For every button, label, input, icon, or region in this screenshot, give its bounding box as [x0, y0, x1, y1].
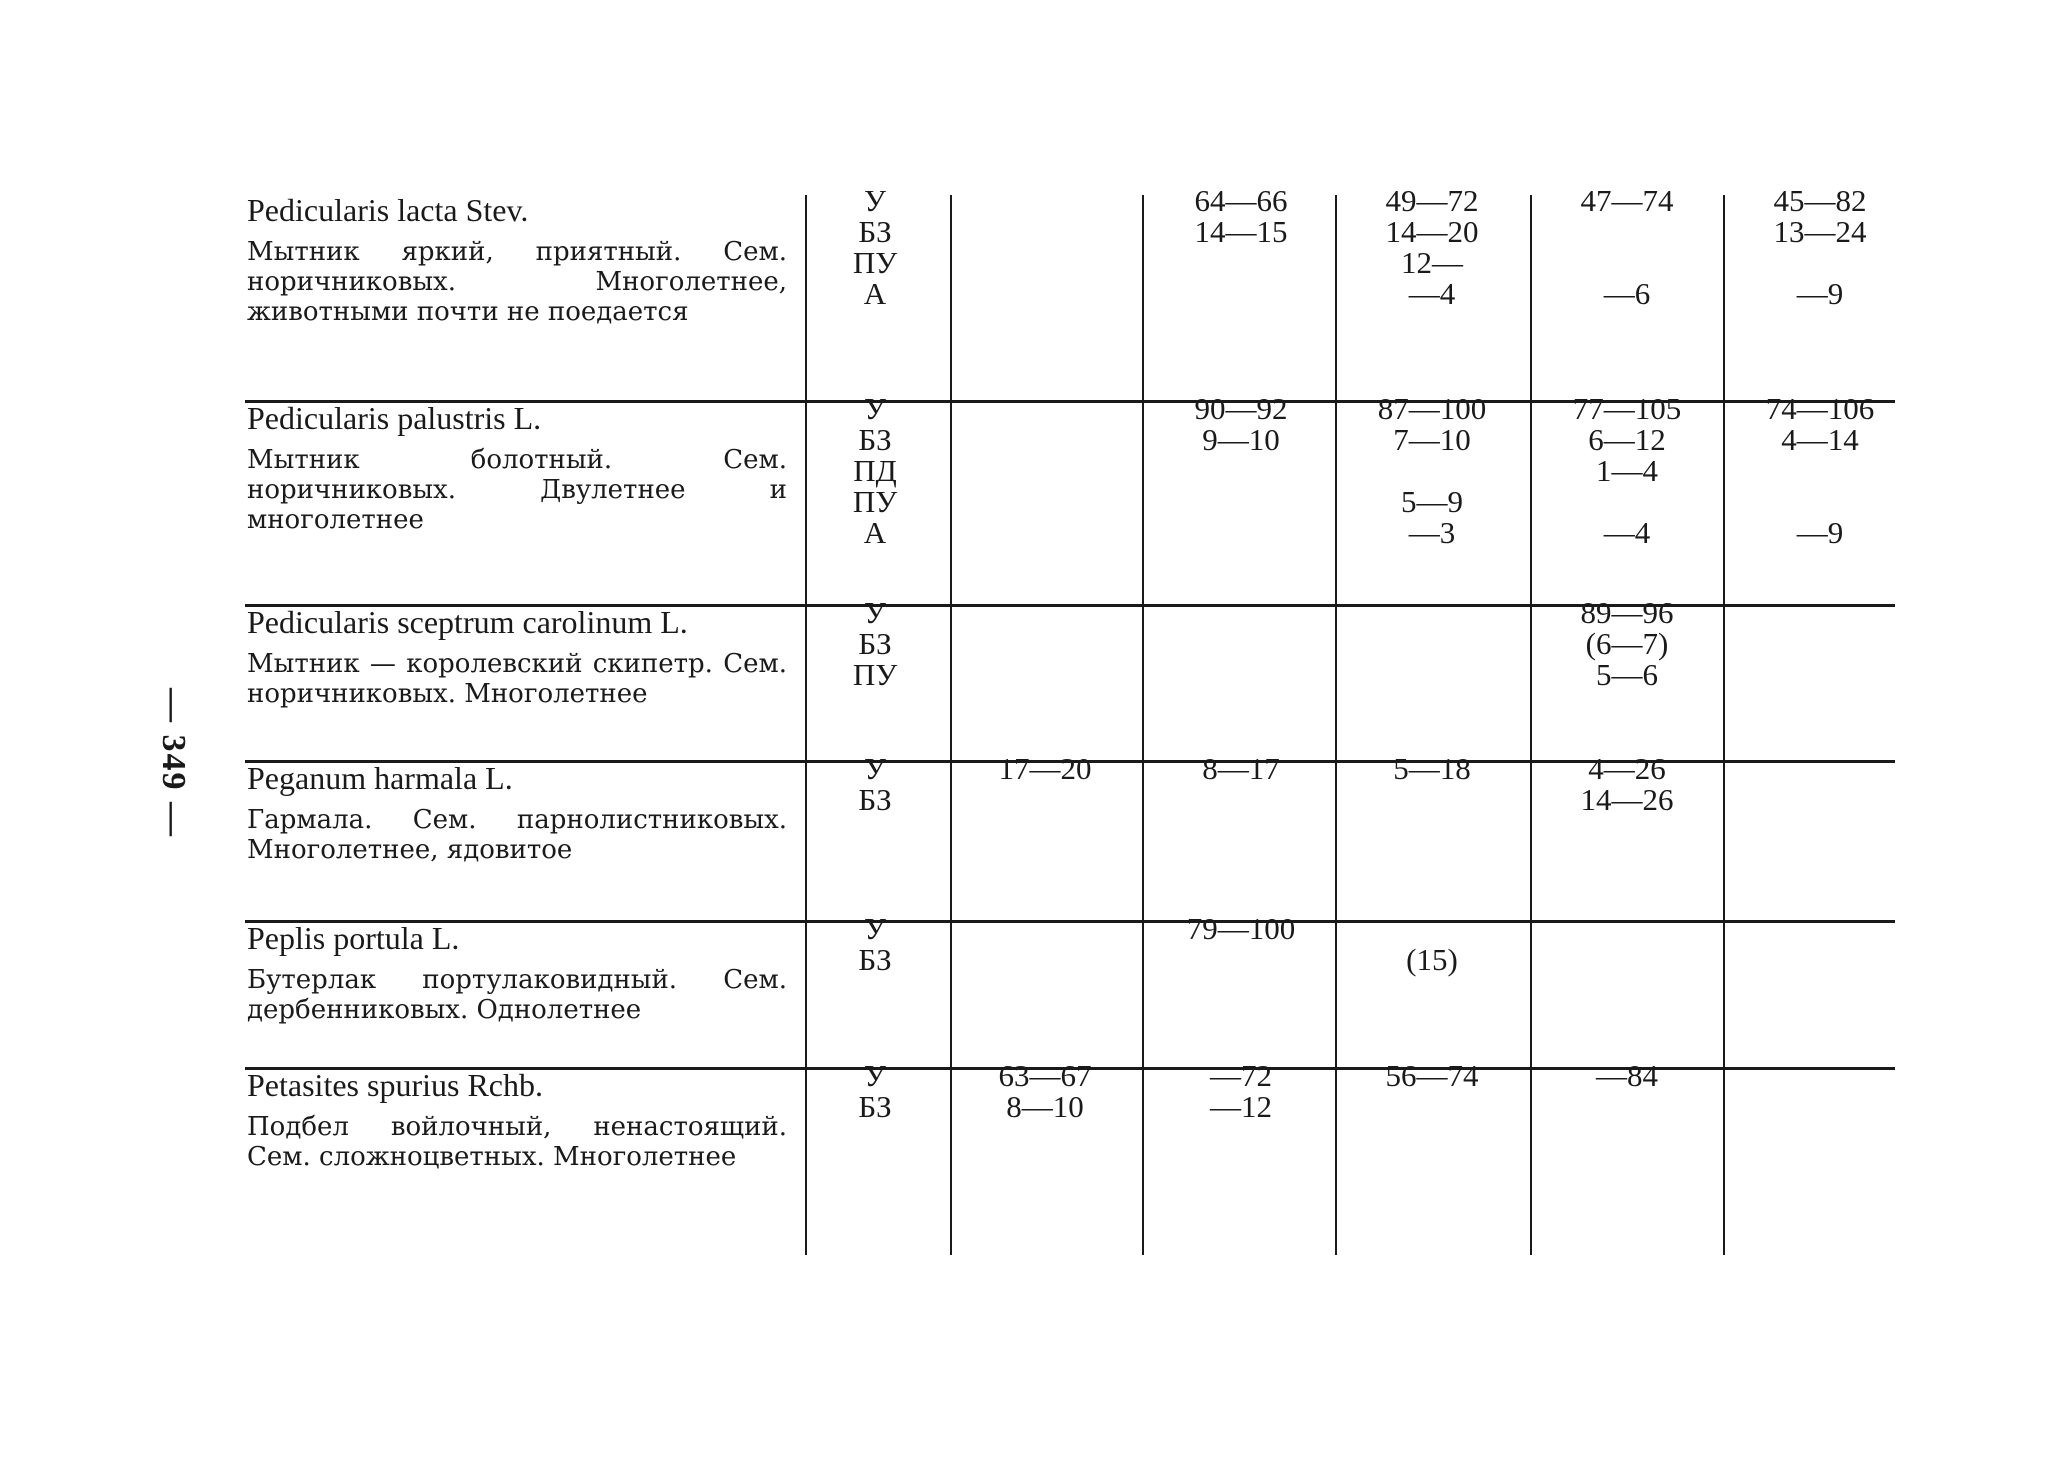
column-divider [1142, 403, 1144, 604]
latin-name: Peplis portula L. [247, 920, 460, 956]
latin-name: Pedicularis lacta Stev. [247, 192, 529, 228]
value-cell [1151, 393, 1331, 455]
code-line: У [864, 751, 886, 786]
code-cell [815, 753, 935, 815]
value-line: 89—96 [1580, 595, 1674, 630]
value-line: 14—15 [1194, 214, 1288, 249]
value-line [1342, 913, 1522, 944]
page-number: — 349 — [155, 688, 192, 838]
species-name-cell [247, 719, 787, 865]
code-line: ПУ [852, 657, 898, 692]
column-divider [1723, 763, 1725, 920]
column-divider [950, 1070, 952, 1255]
value-line: —3 [1408, 515, 1456, 550]
value-line: 90—92 [1194, 391, 1288, 426]
code-cell [815, 597, 935, 690]
value-cell [1537, 1060, 1717, 1091]
value-line [1730, 247, 1910, 278]
column-divider [805, 763, 807, 920]
code-cell [815, 185, 935, 309]
column-divider [1335, 763, 1337, 920]
value-line: 1—4 [1596, 453, 1658, 488]
value-cell [1342, 913, 1522, 975]
column-divider [1723, 607, 1725, 760]
latin-name: Petasites spurius Rchb. [247, 1067, 543, 1103]
column-divider [1530, 403, 1532, 604]
column-divider [1723, 923, 1725, 1067]
code-line: БЗ [858, 626, 892, 661]
column-divider [950, 763, 952, 920]
species-description: Мытник — королевский скипетр. Сем. норичниковых. Многолетнее [247, 649, 787, 709]
latin-name: Peganum harmala L. [247, 760, 513, 796]
value-line [1730, 455, 1910, 486]
species-name-cell [247, 151, 787, 327]
value-cell [1151, 753, 1331, 784]
value-line: (15) [1406, 942, 1458, 977]
column-divider [1530, 607, 1532, 760]
species-description: Подбел войлочный, ненастоящий. Сем. сложноцветных. Многолетнее [247, 1112, 787, 1172]
value-line: 4—26 [1588, 751, 1666, 786]
column-divider [805, 1070, 807, 1255]
column-divider [1142, 763, 1144, 920]
column-divider [1530, 195, 1532, 400]
value-cell [1151, 1060, 1331, 1122]
code-line: У [864, 391, 886, 426]
column-divider [1723, 195, 1725, 400]
value-cell [1730, 185, 1910, 309]
value-line: —6 [1603, 276, 1651, 311]
code-line: БЗ [858, 1089, 892, 1124]
code-line: ПД [853, 453, 897, 488]
species-description: Бутерлак портулаковидный. Сем. дербенниковых. Однолетнее [247, 965, 787, 1025]
value-cell [1342, 753, 1522, 784]
column-divider [805, 403, 807, 604]
column-divider [1335, 923, 1337, 1067]
table-row [245, 1058, 1895, 1255]
value-line: 8—17 [1202, 751, 1280, 786]
column-divider [1723, 403, 1725, 604]
column-divider [950, 923, 952, 1067]
value-line: 47—74 [1580, 183, 1674, 218]
species-description: Мытник болотный. Сем. норичниковых. Двулетнее и многолетнее [247, 445, 787, 535]
value-line: 5—9 [1401, 484, 1463, 519]
value-line: 9—10 [1202, 422, 1280, 457]
column-divider [805, 607, 807, 760]
value-line: 64—66 [1194, 183, 1288, 218]
value-line: —4 [1408, 276, 1456, 311]
value-line: 12— [1401, 245, 1463, 280]
code-line: У [864, 595, 886, 630]
column-divider [1723, 1070, 1725, 1255]
value-line: 74—106 [1765, 391, 1875, 426]
value-cell [1537, 393, 1717, 548]
value-line [1730, 486, 1910, 517]
value-line: 14—20 [1385, 214, 1479, 249]
value-line: 79—100 [1186, 911, 1296, 946]
value-cell [1342, 393, 1522, 548]
code-line: БЗ [858, 942, 892, 977]
code-line: У [864, 183, 886, 218]
code-line: БЗ [858, 214, 892, 249]
column-divider [1142, 607, 1144, 760]
latin-name: Pedicularis palustris L. [247, 400, 542, 436]
value-line: 77—105 [1572, 391, 1682, 426]
latin-name: Pedicularis sceptrum carolinum L. [247, 604, 688, 640]
value-cell [1537, 753, 1717, 815]
code-line: ПУ [852, 245, 898, 280]
species-name-cell [247, 879, 787, 1025]
value-cell [955, 753, 1135, 784]
column-divider [1530, 923, 1532, 1067]
value-cell [1151, 913, 1331, 944]
code-line: У [864, 1058, 886, 1093]
value-line: 4—14 [1781, 422, 1859, 457]
column-divider [950, 403, 952, 604]
column-divider [950, 607, 952, 760]
code-line: ПУ [852, 484, 898, 519]
value-line: (6—7) [1585, 626, 1669, 661]
column-divider [1335, 403, 1337, 604]
column-divider [950, 195, 952, 400]
column-divider [1335, 195, 1337, 400]
value-cell [1342, 1060, 1522, 1091]
species-description: Гармала. Сем. парнолистниковых. Многолетнее, ядовитое [247, 805, 787, 865]
value-line: 17—20 [998, 751, 1092, 786]
code-line: А [863, 276, 887, 311]
column-divider [1530, 1070, 1532, 1255]
value-line: 5—18 [1393, 751, 1471, 786]
value-line: —12 [1210, 1089, 1272, 1124]
value-line: —9 [1796, 515, 1844, 550]
value-cell [1537, 597, 1717, 690]
species-name-cell [247, 1026, 787, 1172]
value-line: —4 [1603, 515, 1651, 550]
code-line: БЗ [858, 782, 892, 817]
value-line [1537, 486, 1717, 517]
species-name-cell [247, 563, 787, 709]
value-line: 6—12 [1588, 422, 1666, 457]
value-line [1537, 216, 1717, 247]
code-cell [815, 393, 935, 548]
value-cell [1342, 185, 1522, 309]
column-divider [805, 923, 807, 1067]
code-cell [815, 1060, 935, 1122]
code-line: БЗ [858, 422, 892, 457]
species-description: Мытник яркий, приятный. Сем. норичниковых. Многолетнее, животными почти не поедается [247, 237, 787, 327]
column-divider [1142, 195, 1144, 400]
value-line [1537, 247, 1717, 278]
column-divider [1530, 763, 1532, 920]
column-divider [805, 195, 807, 400]
value-line: 13—24 [1773, 214, 1867, 249]
value-line: —84 [1596, 1058, 1658, 1093]
value-cell [1730, 393, 1910, 548]
value-line: 49—72 [1385, 183, 1479, 218]
code-line: А [863, 515, 887, 550]
code-cell [815, 913, 935, 975]
value-cell [1151, 185, 1331, 247]
value-cell [955, 1060, 1135, 1122]
value-line: 14—26 [1580, 782, 1674, 817]
value-line: —9 [1796, 276, 1844, 311]
column-divider [1142, 923, 1144, 1067]
value-line: 7—10 [1393, 422, 1471, 457]
column-divider [1335, 607, 1337, 760]
value-cell [1537, 185, 1717, 309]
value-line: 63—67 [998, 1058, 1092, 1093]
value-line: 5—6 [1596, 657, 1658, 692]
value-line: 56—74 [1385, 1058, 1479, 1093]
value-line: 45—82 [1773, 183, 1867, 218]
value-line [1342, 455, 1522, 486]
column-divider [1142, 1070, 1144, 1255]
value-line: 8—10 [1006, 1089, 1084, 1124]
value-line: 87—100 [1377, 391, 1487, 426]
species-name-cell [247, 359, 787, 535]
value-line: —72 [1210, 1058, 1272, 1093]
column-divider [1335, 1070, 1337, 1255]
code-line: У [864, 911, 886, 946]
